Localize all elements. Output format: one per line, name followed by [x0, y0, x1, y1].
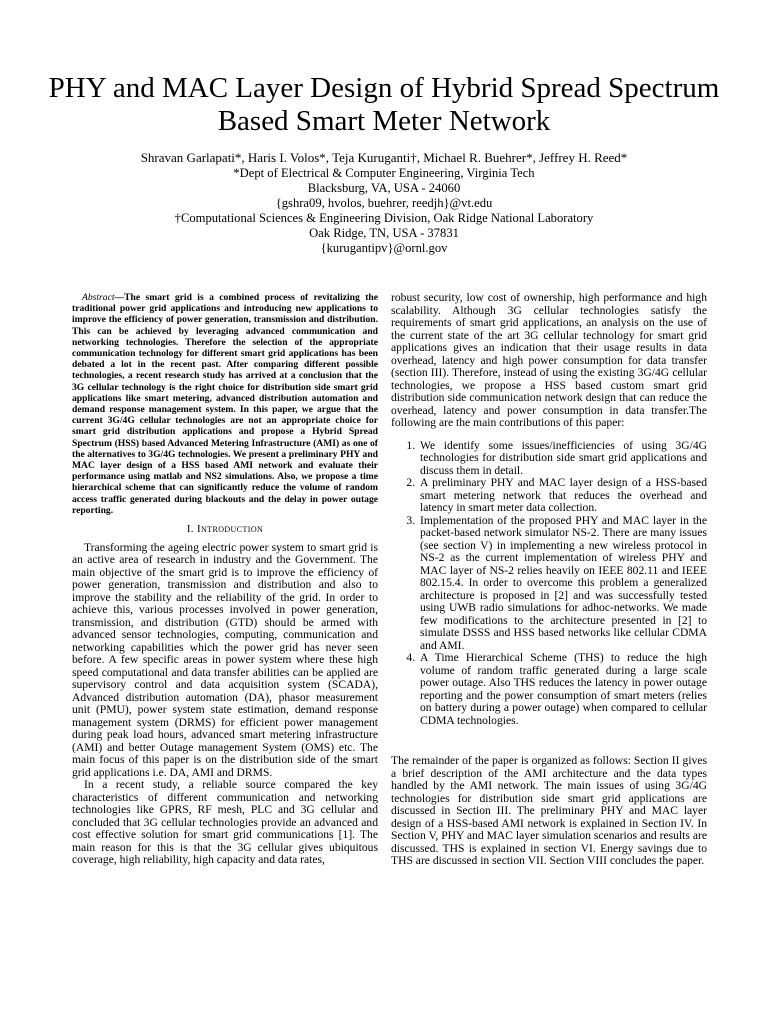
section-heading-introduction: I. Introduction	[186, 523, 264, 536]
intro-paragraph-2: In a recent study, a reliable source compared the key characteristics of different communication and networking technologies like GPRS, RF mesh, PLC and 3G cellular and concluded that 3G cellular technologies provide an advanced and cost effective solution for smart grid communications [1]. The main reason for this is that the 3G cellular gives ubiquitous coverage, high reliability, high capacity and data rates,	[72, 778, 378, 867]
email-vt: {gshra09, hvolos, buehrer, reedjh}@vt.edu	[275, 196, 493, 210]
list-item: 4. A Time Hierarchical Scheme (THS) to reduce the high volume of random traffic generated during a large scale power outage. Also THS reduces the latency in power outage reporting and the power consumption of smart meters (relies on battery during a power outage) when compared to cellular CDMA technologies.	[418, 652, 707, 727]
author-block	[40, 150, 728, 256]
address-ornl: Oak Ridge, TN, USA - 37831	[309, 226, 459, 240]
intro-paragraph-1: Transforming the ageing electric power system to smart grid is an active area of research in industry and the Government. The main objective of the smart grid is to improve the efficiency of power generation, transmission and distribution and also to improve the stability and the reliability of the grid. In order to achieve this, various processes involved in power generation, transmission, and distribution (GTD) should be armed with advanced sensor technologies, computing, communication and networking capabilities which the power grid has never seen before. A few specific areas in power system where these high speed computational and data transfer abilities can be applied are supervisory control and data acquisition system (SCADA), Advanced distribution automation (DA), phasor measurement unit (PMU), power system state estimation, demand response management system (DRMS) for efficient power management during peak load hours, advanced smart metering infrastructure (AMI) and better Outage management System (OMS) etc. The main focus of this paper is on the distribution side of the smart grid applications i.e. DA, AMI and DRMS.	[72, 540, 378, 779]
intro-paragraph-continued: robust security, low cost of ownership, high performance and high scalability. Although 3G cellular technologies satisfy the requirements of smart grid applications, an analysis on the use of the current state of the art 3G cellular technology for smart grid applications gives an indication that their usage results in data overhead, latency and high power consumption for data transfer (section III). Therefore, instead of using the existing 3G/4G cellular technologies, we propose a HSS based custom smart grid distribution side communication network design that can reduce the overhead, latency and power consumption in data transfer.The following are the main contributions of this paper:	[391, 291, 707, 429]
email-ornl: {kurugantipv}@ornl.gov	[320, 241, 448, 255]
abstract-lead: Abstract	[82, 292, 115, 303]
list-item: 2. A preliminary PHY and MAC layer design of a HSS-based smart metering network that reduces the overhead and latency in smart meter data collection.	[418, 477, 707, 515]
abstract-text: —The smart grid is a combined process of revitalizing the traditional power grid applications and introducing new applications to improve the efficiency of power generation, transmission and distribution. This can be achieved by leveraging advanced communication and networking technologies. Therefore the selection of the appropriate communication technology for different smart grid applications has been debated a lot in the recent past. After comparing different possible technologies, a recent research study has arrived at a conclusion that the 3G cellular technology is the right choice for distribution side smart grid applications like smart metering, advanced distribution automation and demand response management system. In this paper, we argue that the current 3G/4G cellular technologies are not an appropriate choice for smart grid distribution applications and propose a Hybrid Spread Spectrum (HSS) based Advanced Metering Infrastructure (AMI) as one of the alternatives to 3G/4G technologies. We present a preliminary PHY and MAC layer design of a HSS based AMI network and evaluate their performance using matlab and NS2 simulations. Also, we propose a time hierarchical scheme that can significantly reduce the volume of random access traffic generated during blackouts and the delay in power outage reporting.	[72, 292, 378, 516]
abstract	[72, 292, 378, 516]
right-column	[391, 292, 707, 868]
list-item: 3. Implementation of the proposed PHY and MAC layer in the packet-based network simulator NS-2. There are many issues (see section V) in implementing a new wireless protocol in NS-2 as the current implementation of wireless PHY and MAC layer of NS-2 relies heavily on IEEE 802.11 and IEEE 802.15.4. In order to overcome this problem a generalized architecture is proposed in [2] and was successfully tested using UWB radio simulations for adhoc-networks. We made few modifications to the architecture presented in [2] to simulate DSSS and HSS based networks like cellular CDMA and AMI.	[418, 515, 707, 653]
affiliation-ornl: †Computational Sciences & Engineering Division, Oak Ridge National Laboratory	[174, 211, 594, 225]
paper-outline-paragraph: The remainder of the paper is organized as follows: Section II gives a brief description of the AMI architecture and the data types handled by the AMI network. The main issues of using 3G/4G technologies for distribution side smart grid applications are discussed in Section III. The preliminary PHY and MAC layer design of a HSS-based AMI network is explained in Section IV. In Section V, PHY and MAC layer simulation scenarios and results are discussed. THS is explained in section VI. Energy savings due to THS are discussed in section VII. Section VIII concludes the paper.	[391, 754, 707, 867]
contributions-list	[391, 440, 707, 728]
list-item: 1. We identify some issues/inefficiencies of using 3G/4G technologies for distribution side smart grid applications and discuss them in detail.	[418, 440, 707, 478]
address-vt: Blacksburg, VA, USA - 24060	[307, 181, 461, 195]
author-names: Shravan Garlapati*, Haris I. Volos*, Teja Kuruganti†, Michael R. Buehrer*, Jeffrey H. Reed*	[140, 150, 628, 165]
affiliation-vt: *Dept of Electrical & Computer Engineering, Virginia Tech	[233, 166, 535, 180]
spacer	[391, 737, 707, 755]
paper-title: PHY and MAC Layer Design of Hybrid Spread Spectrum Based Smart Meter Network	[48, 72, 720, 137]
left-column	[72, 292, 378, 867]
